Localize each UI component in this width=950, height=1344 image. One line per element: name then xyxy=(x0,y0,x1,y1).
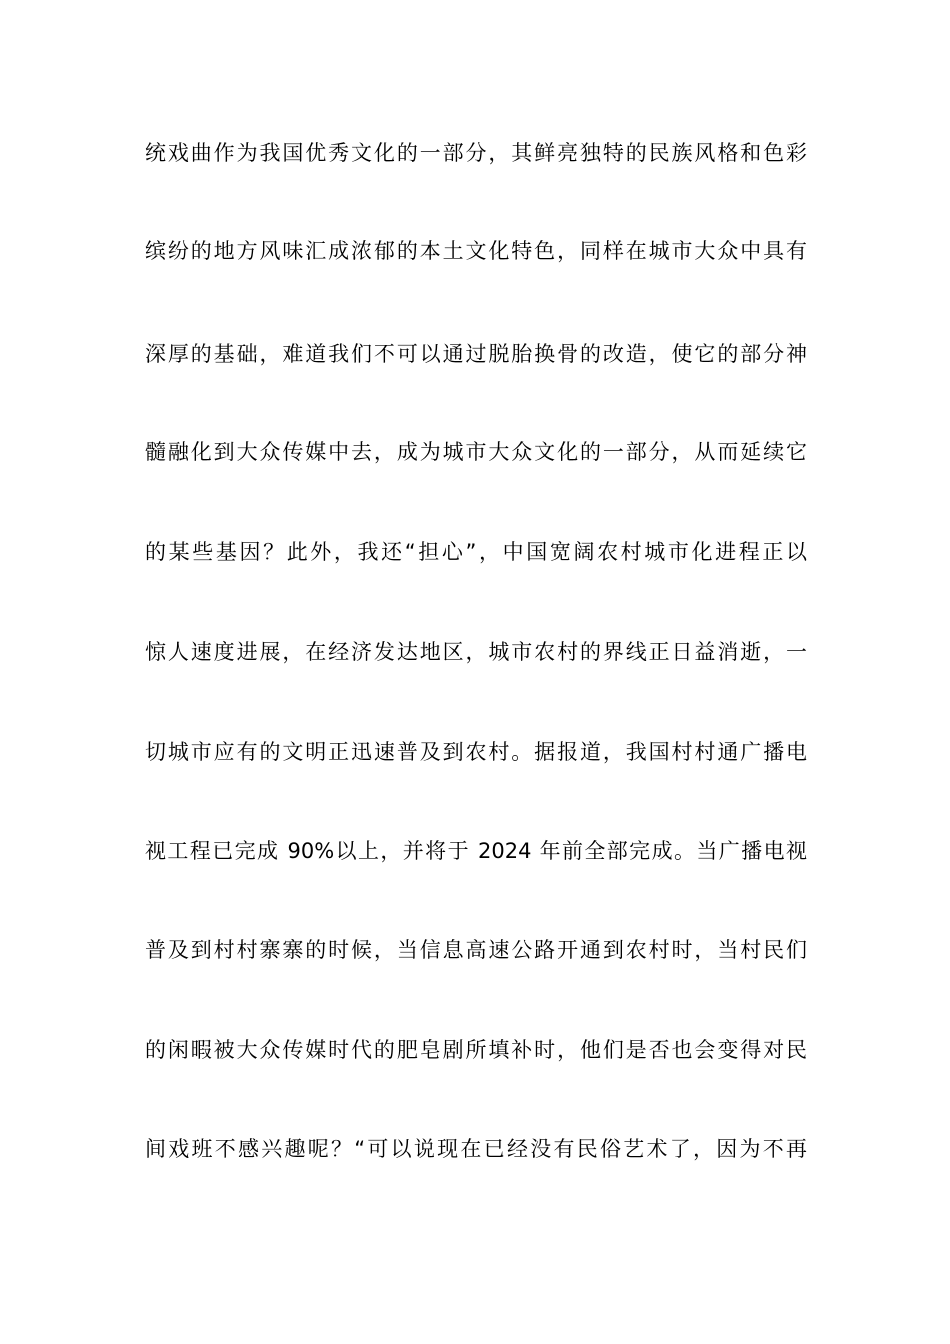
text-line-1: 统戏曲作为我国优秀文化的一部分，其鲜亮独特的民族风格和色彩 xyxy=(145,141,807,165)
text-line-10: 的闲暇被大众传媒时代的肥皂剧所填补时，他们是否也会变得对民 xyxy=(145,1038,807,1062)
text-line-2: 缤纷的地方风味汇成浓郁的本土文化特色，同样在城市大众中具有 xyxy=(145,239,807,263)
text-line-8: 视工程已完成 90%以上，并将于 2024 年前全部完成。当广播电视 xyxy=(145,839,807,863)
text-line-9: 普及到村村寨寨的时候，当信息高速公路开通到农村时，当村民们 xyxy=(145,938,807,962)
text-line-5: 的某些基因？此外，我还“担心”，中国宽阔农村城市化进程正以 xyxy=(145,540,807,564)
text-line-7: 切城市应有的文明正迅速普及到农村。据报道，我国村村通广播电 xyxy=(145,740,807,764)
text-line-3: 深厚的基础，难道我们不可以通过脱胎换骨的改造，使它的部分神 xyxy=(145,342,807,366)
text-line-4: 髓融化到大众传媒中去，成为城市大众文化的一部分，从而延续它 xyxy=(145,440,807,464)
text-line-6: 惊人速度进展，在经济发达地区，城市农村的界线正日益消逝，一 xyxy=(145,640,807,664)
text-line-11: 间戏班不感兴趣呢？“可以说现在已经没有民俗艺术了，因为不再 xyxy=(145,1137,807,1161)
